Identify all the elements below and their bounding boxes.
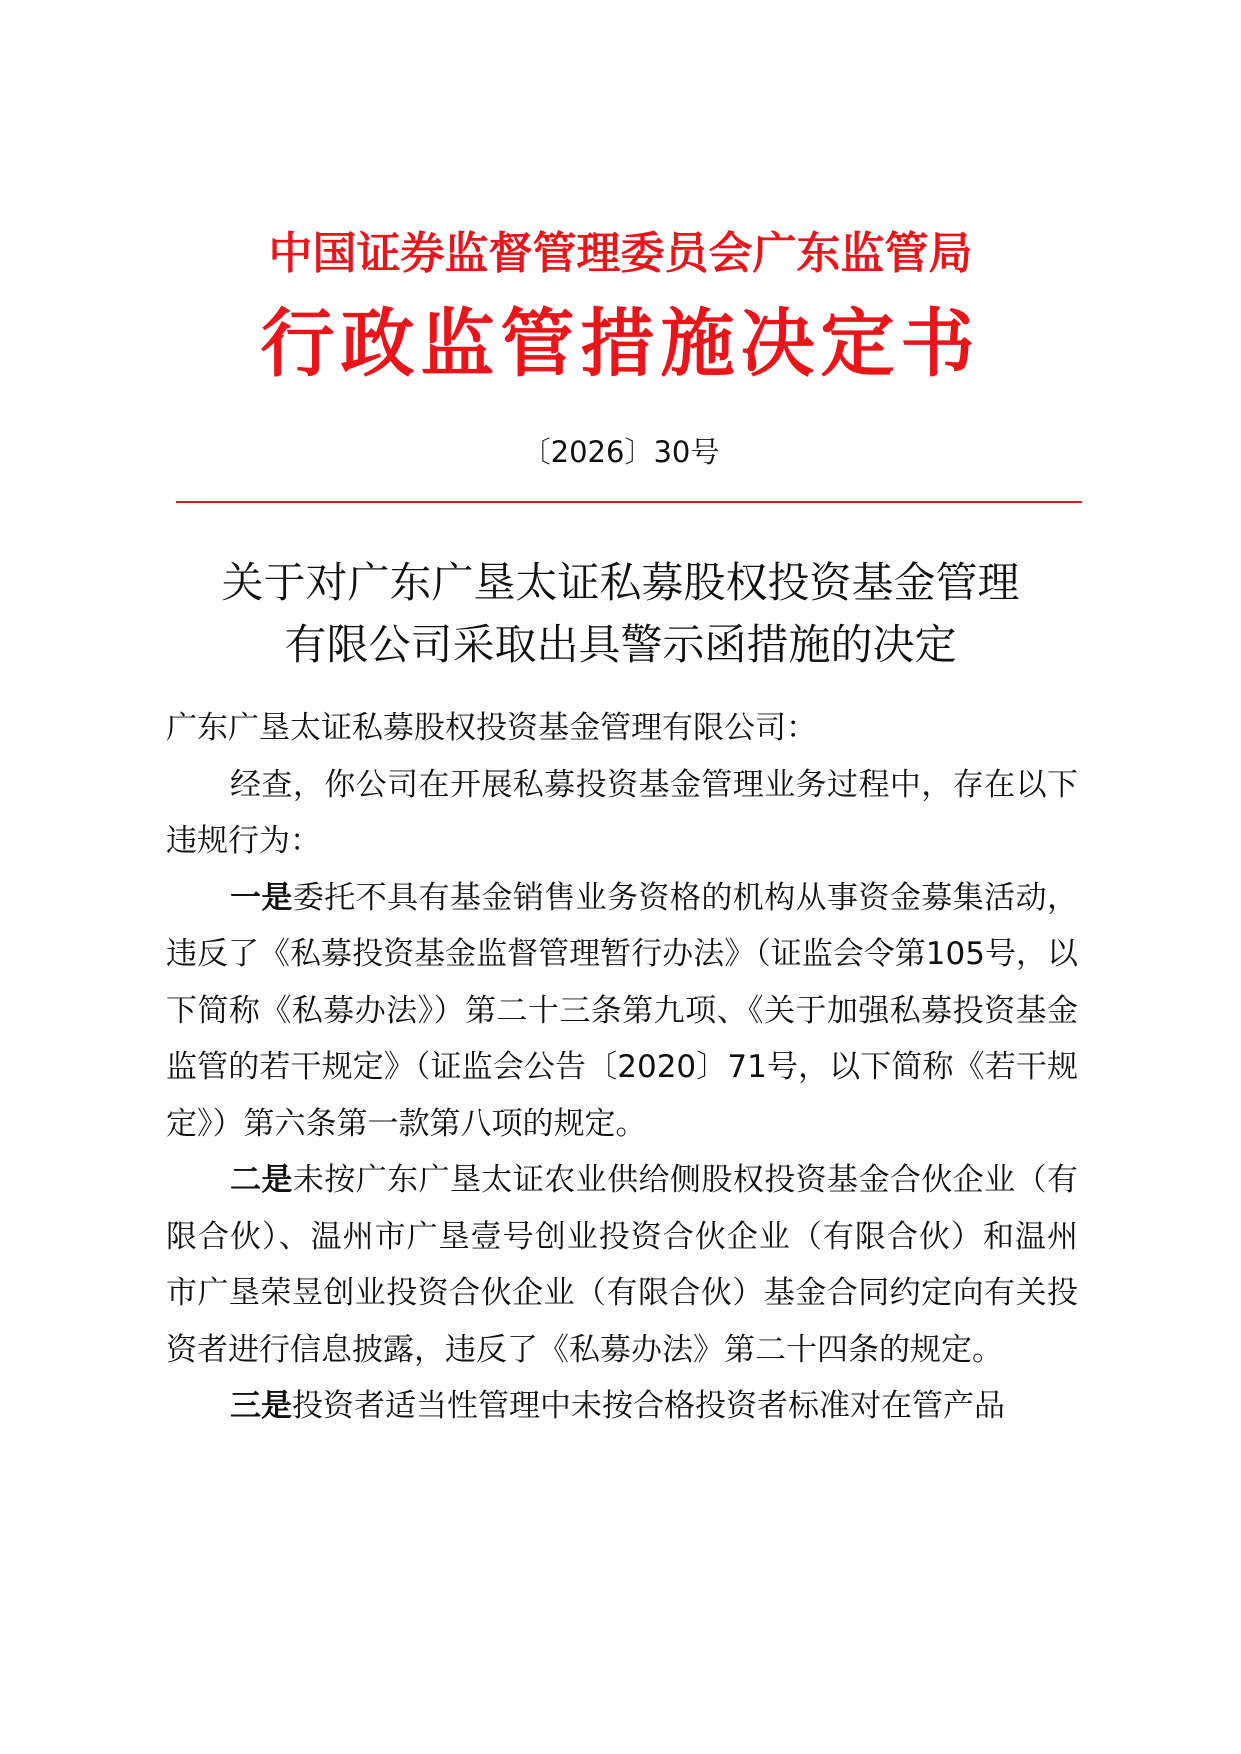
subject-line-1: 关于对广东广垦太证私募股权投资基金管理 — [221, 558, 1020, 607]
document-type-title: 行政监管措施决定书 — [260, 301, 981, 387]
document-body — [166, 700, 1078, 1435]
addressee: 广东广垦太证私募股权投资基金管理有限公司： — [166, 710, 817, 746]
intro-paragraph: 经查，你公司在开展私募投资基金管理业务过程中，存在以下违规行为： — [166, 766, 1078, 859]
item-lead: 二是 — [230, 1162, 293, 1198]
decision-subject — [0, 552, 1241, 676]
violation-item-3 — [166, 1378, 1078, 1435]
violation-item-2 — [166, 1152, 1078, 1378]
item-text: 未按广东广垦太证农业供给侧股权投资基金合伙企业（有限合伙）、温州市广垦壹号创业投资合伙企业（有限合伙）和温州市广垦荣昱创业投资合伙企业（有限合伙）基金合同约定向有关投资者进行信息披露，违反了《私募办法》第二十四条的规定。 — [166, 1162, 1079, 1368]
violation-item-1 — [166, 870, 1078, 1153]
item-lead: 三是 — [230, 1388, 292, 1424]
document-number: 〔2026〕30号 — [521, 435, 720, 469]
item-lead: 一是 — [230, 879, 293, 916]
item-text: 投资者适当性管理中未按合格投资者标准对在管产品 — [292, 1388, 1005, 1424]
issuing-organization: 中国证券监督管理委员会广东监管局 — [268, 228, 973, 279]
red-divider — [176, 501, 1082, 503]
item-text: 委托不具有基金销售业务资格的机构从事资金募集活动，违反了《私募投资基金监督管理暂行办法》（证监会令第105号，以下简称《私募办法》）第二十三条第九项、《关于加强私募投资基金监管的若干规定》（证监会公告〔2020〕71号，以下简称《若干规定》）第六条第一款第八项的规定。 — [166, 879, 1079, 1142]
subject-line-2: 有限公司采取出具警示函措施的决定 — [284, 620, 957, 669]
